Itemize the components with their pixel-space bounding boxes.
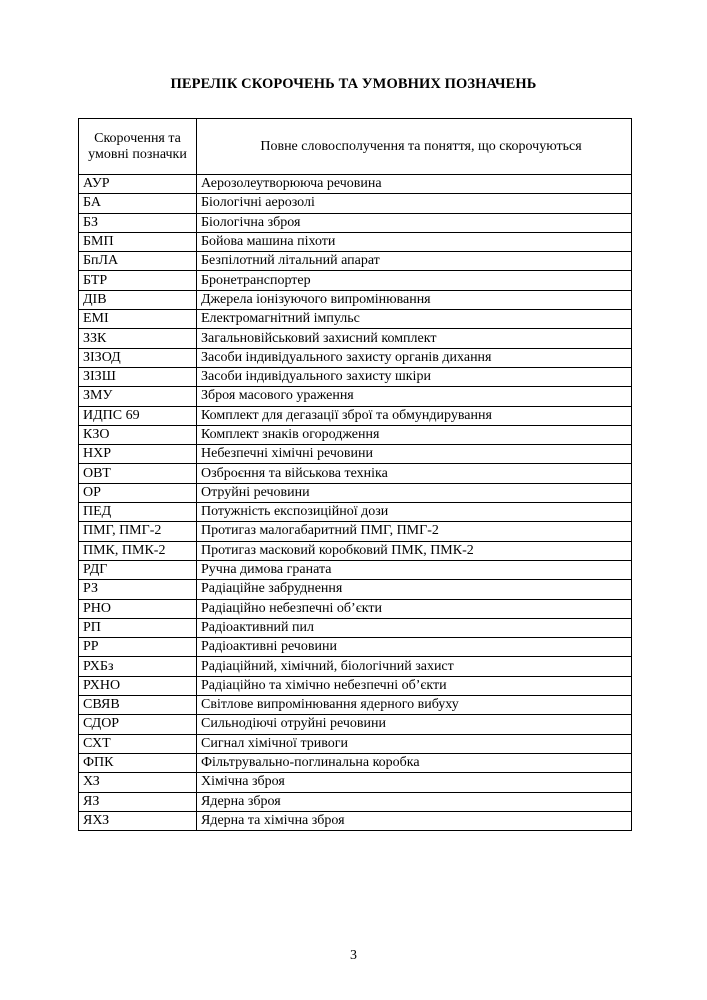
- table-row: [79, 580, 632, 599]
- table-row: [79, 252, 632, 271]
- table-row: [79, 213, 632, 232]
- abbreviation-cell: РХБз: [79, 657, 197, 676]
- abbreviation-cell: РР: [79, 638, 197, 657]
- table-row: [79, 445, 632, 464]
- full-phrase-cell: Протигаз масковий коробковий ПМК, ПМК-2: [197, 541, 632, 560]
- abbreviation-cell: ЗЗК: [79, 329, 197, 348]
- abbreviation-cell: РЗ: [79, 580, 197, 599]
- abbreviation-cell: ОР: [79, 483, 197, 502]
- abbreviation-cell: БА: [79, 194, 197, 213]
- table-row: [79, 406, 632, 425]
- abbreviation-cell: ЗІЗОД: [79, 348, 197, 367]
- full-phrase-cell: Озброєння та військова техніка: [197, 464, 632, 483]
- abbreviation-cell: РХНО: [79, 676, 197, 695]
- table-row: [79, 734, 632, 753]
- abbreviation-cell: РП: [79, 618, 197, 637]
- full-phrase-cell: Радіаційне забруднення: [197, 580, 632, 599]
- table-row: [79, 387, 632, 406]
- abbreviation-cell: БТР: [79, 271, 197, 290]
- table-row: [79, 348, 632, 367]
- table-row: [79, 522, 632, 541]
- abbreviation-cell: СВЯВ: [79, 696, 197, 715]
- table-row: [79, 310, 632, 329]
- abbreviation-cell: ПМК, ПМК-2: [79, 541, 197, 560]
- table-body: [79, 175, 632, 831]
- abbreviation-cell: СХТ: [79, 734, 197, 753]
- abbreviation-cell: БЗ: [79, 213, 197, 232]
- table-row: [79, 271, 632, 290]
- table-row: [79, 175, 632, 194]
- full-phrase-cell: Радіоактивні речовини: [197, 638, 632, 657]
- table-row: [79, 367, 632, 386]
- full-phrase-cell: Радіоактивний пил: [197, 618, 632, 637]
- abbreviation-cell: КЗО: [79, 425, 197, 444]
- full-phrase-cell: Бронетранспортер: [197, 271, 632, 290]
- full-phrase-cell: Протигаз малогабаритний ПМГ, ПМГ-2: [197, 522, 632, 541]
- table-row: [79, 503, 632, 522]
- abbreviation-cell: ИДПС 69: [79, 406, 197, 425]
- full-phrase-cell: Зброя масового ураження: [197, 387, 632, 406]
- table-row: [79, 560, 632, 579]
- abbreviation-cell: ХЗ: [79, 773, 197, 792]
- abbreviation-cell: ПМГ, ПМГ-2: [79, 522, 197, 541]
- abbreviation-cell: ФПК: [79, 753, 197, 772]
- full-phrase-cell: Небезпечні хімічні речовини: [197, 445, 632, 464]
- table-row: [79, 290, 632, 309]
- full-phrase-cell: Аерозолеутворююча речовина: [197, 175, 632, 194]
- abbreviation-cell: РНО: [79, 599, 197, 618]
- full-phrase-cell: Фільтрувально-поглинальна коробка: [197, 753, 632, 772]
- abbreviation-cell: БМП: [79, 232, 197, 251]
- abbreviation-cell: НХР: [79, 445, 197, 464]
- full-phrase-cell: Засоби індивідуального захисту шкіри: [197, 367, 632, 386]
- table-row: [79, 773, 632, 792]
- abbreviation-cell: ЯХЗ: [79, 811, 197, 830]
- full-phrase-cell: Потужність експозиційної дози: [197, 503, 632, 522]
- table-row: [79, 696, 632, 715]
- header-full-phrase: Повне словосполучення та поняття, що скорочуються: [197, 119, 632, 175]
- table-row: [79, 753, 632, 772]
- abbreviations-table: [78, 118, 632, 831]
- abbreviation-cell: ЕМІ: [79, 310, 197, 329]
- full-phrase-cell: Біологічні аерозолі: [197, 194, 632, 213]
- full-phrase-cell: Світлове випромінювання ядерного вибуху: [197, 696, 632, 715]
- abbreviation-cell: ПЕД: [79, 503, 197, 522]
- abbreviation-cell: ДІВ: [79, 290, 197, 309]
- full-phrase-cell: Ядерна зброя: [197, 792, 632, 811]
- table-row: [79, 657, 632, 676]
- table-row: [79, 599, 632, 618]
- full-phrase-cell: Хімічна зброя: [197, 773, 632, 792]
- abbreviation-cell: РДГ: [79, 560, 197, 579]
- abbreviation-cell: БпЛА: [79, 252, 197, 271]
- full-phrase-cell: Отруйні речовини: [197, 483, 632, 502]
- abbreviation-cell: ЗІЗШ: [79, 367, 197, 386]
- full-phrase-cell: Радіаційно та хімічно небезпечні об’єкти: [197, 676, 632, 695]
- full-phrase-cell: Радіаційно небезпечні об’єкти: [197, 599, 632, 618]
- full-phrase-cell: Радіаційний, хімічний, біологічний захист: [197, 657, 632, 676]
- full-phrase-cell: Біологічна зброя: [197, 213, 632, 232]
- table-row: [79, 541, 632, 560]
- full-phrase-cell: Засоби індивідуального захисту органів дихання: [197, 348, 632, 367]
- abbreviation-cell: СДОР: [79, 715, 197, 734]
- table-row: [79, 792, 632, 811]
- header-abbreviation: Скорочення та умовні позначки: [79, 119, 197, 175]
- table-row: [79, 618, 632, 637]
- full-phrase-cell: Сигнал хімічної тривоги: [197, 734, 632, 753]
- full-phrase-cell: Бойова машина піхоти: [197, 232, 632, 251]
- abbreviation-cell: ЗМУ: [79, 387, 197, 406]
- page-number: 3: [350, 948, 357, 963]
- full-phrase-cell: Комплект для дегазації зброї та обмундирування: [197, 406, 632, 425]
- full-phrase-cell: Комплект знаків огородження: [197, 425, 632, 444]
- full-phrase-cell: Електромагнітний імпульс: [197, 310, 632, 329]
- table-row: [79, 811, 632, 830]
- full-phrase-cell: Ручна димова граната: [197, 560, 632, 579]
- table-row: [79, 715, 632, 734]
- table-header-row: [79, 119, 632, 175]
- table-row: [79, 329, 632, 348]
- table-row: [79, 676, 632, 695]
- page-title: ПЕРЕЛІК СКОРОЧЕНЬ ТА УМОВНИХ ПОЗНАЧЕНЬ: [170, 76, 537, 92]
- abbreviation-cell: ЯЗ: [79, 792, 197, 811]
- abbreviation-cell: ОВТ: [79, 464, 197, 483]
- table-row: [79, 194, 632, 213]
- full-phrase-cell: Джерела іонізуючого випромінювання: [197, 290, 632, 309]
- full-phrase-cell: Сильнодіючі отруйні речовини: [197, 715, 632, 734]
- full-phrase-cell: Безпілотний літальний апарат: [197, 252, 632, 271]
- abbreviation-cell: АУР: [79, 175, 197, 194]
- table-row: [79, 232, 632, 251]
- table-row: [79, 425, 632, 444]
- table-row: [79, 638, 632, 657]
- table-row: [79, 483, 632, 502]
- full-phrase-cell: Ядерна та хімічна зброя: [197, 811, 632, 830]
- full-phrase-cell: Загальновійськовий захисний комплект: [197, 329, 632, 348]
- table-row: [79, 464, 632, 483]
